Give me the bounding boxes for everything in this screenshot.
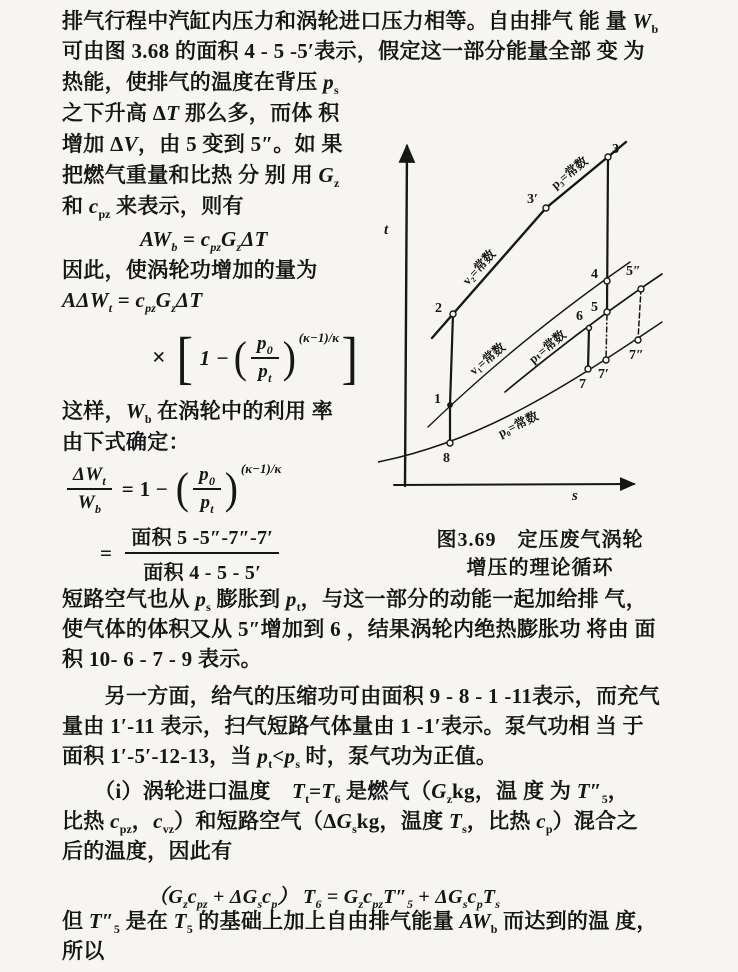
label-point-2: 2: [435, 301, 442, 316]
formula-bracket-ratio: × [ 1 − ( $\frac{p_0}{p_t}$ ) (κ−1)/κ ]: [152, 325, 359, 390]
exponent: (κ−1)/κ: [298, 330, 340, 345]
times-sign: ×: [152, 344, 166, 371]
point-1: [448, 403, 452, 407]
text-line-11: 短路空气也从 $p_s$ 膨胀到 $p_t$，与这一部分的动能一起加给排 气，: [62, 587, 648, 614]
point-8: [447, 440, 453, 446]
label-point-5pp: 5″: [626, 264, 641, 279]
curve-label-v1: v₁=常数: [466, 340, 509, 378]
text-line-21: 所以: [62, 939, 105, 963]
isentrope-8-1-2: [450, 314, 453, 443]
point-6: [587, 326, 592, 331]
formula-awb: $AW_b = c_{pz}G_z\Delta T$: [140, 227, 268, 254]
text-line-2: 可由图 3.68 的面积 4 - 5 -5′表示，假定这一部分能量全部 变 为: [62, 39, 645, 63]
point-2: [450, 311, 456, 317]
text-line-9: 这样，$W_b$ 在涡轮中的利用 率: [62, 399, 334, 426]
label-point-8: 8: [443, 451, 450, 466]
dashed-5pp-7pp: [638, 289, 641, 340]
point-5pp: [638, 286, 644, 292]
text-line-12: 使气体的体积又从 5″增加到 6 ，结果涡轮内绝热膨胀功 将由 面: [62, 617, 656, 641]
dashdot-5-7prime: [606, 315, 607, 360]
label-point-3: 3: [612, 142, 619, 157]
figure-caption-line2: 增压的理论循环: [466, 557, 614, 579]
pressure-ratio: $\frac{p_0}{p_t}$: [251, 333, 279, 383]
exponent: (κ−1)/κ: [240, 461, 282, 476]
label-point-3p: 3′: [527, 192, 538, 207]
work-ratio: $\frac{\Delta W_t}{W_b}$: [67, 464, 112, 514]
t-axis: [405, 146, 407, 486]
curve-p0-const: [378, 322, 662, 462]
label-point-7p: 7′: [598, 367, 609, 382]
equals-sign: =: [100, 540, 113, 565]
point-3: [605, 154, 611, 160]
pressure-ratio: $\frac{p_0}{p_t}$: [193, 464, 221, 514]
label-point-7pp: 7″: [629, 348, 644, 363]
text-line-18: 比热 $c_{pz}$，$c_{vz}$）和短路空气（$\Delta G_skg$，温度 $T_s$，比热 $c_p$）混合之: [62, 809, 638, 836]
text-line-19: 后的温度，因此有: [62, 839, 233, 863]
s-axis: [394, 484, 634, 485]
text-line-1: 排气行程中汽缸内压力和涡轮进口压力相等。自由排气 能 量 $W_b$: [62, 9, 659, 36]
text-line-5: 增加 ΔV，由 5 变到 5″。如 果: [62, 132, 343, 156]
text-line-3: 热能，使排气的温度在背压 $p_s$: [62, 70, 339, 97]
label-point-7: 7: [579, 377, 586, 392]
t-axis-label: t: [384, 222, 389, 238]
label-point-4: 4: [591, 267, 598, 282]
text-line-17: （i）涡轮进口温度 $T_t=T_6$ 是燃气（$G_zkg$，温 度 为 $T''_5$，: [62, 779, 630, 806]
one-minus: 1 −: [199, 345, 229, 370]
text-line-15: 量由 1′-11 表示，扫气短路气体量由 1 -1′表示。泵气功相 当 于: [62, 714, 644, 738]
curve-v1-const: [428, 262, 630, 427]
formula-area-ratio: [100, 524, 282, 582]
label-point-6: 6: [576, 309, 583, 324]
figure-ts-diagram: [378, 112, 734, 514]
point-7: [585, 366, 591, 372]
formula-adwt: $A\Delta W_t = c_{pz}G_z\Delta T$: [62, 288, 203, 315]
formula-mixing: $(G_zc_{pz} + \Delta G_sc_p) T_6 = G_zc_{pz}T''_5 + \Delta G_sc_pT_s$: [148, 886, 500, 911]
text-line-6: 把燃气重量和比热 分 别 用 $G_z$: [62, 163, 340, 190]
isentrope-3-4-5: [607, 157, 608, 312]
formula-utilization: $\frac{\Delta W_t}{W_b}$ = 1 − ( $\frac{p_0}{p_t}$ ) (κ−1)/κ: [64, 458, 281, 520]
isentrope-6-7: [588, 328, 589, 369]
text-line-7: 和 $c_{pz}$ 来表示，则有: [62, 194, 244, 221]
curve-label-p0: p₀=常数: [495, 408, 541, 441]
point-7pp: [635, 337, 641, 343]
point-3prime: [543, 205, 549, 211]
text-line-8: 因此，使涡轮功增加的量为: [62, 258, 318, 282]
text-line-10: 由下式确定：: [62, 430, 190, 454]
text-line-20: 但 $T''_5$ 是在 $T_5$ 的基础上加上自由排气能量 $AW_b$ 而达到的温 度，: [62, 909, 658, 936]
figure-caption-line1: 图3.69 定压废气涡轮: [436, 529, 644, 551]
curve-label-p3: p₃=常数: [548, 153, 591, 192]
text-line-14: 另一方面，给气的压缩功可由面积 9 - 8 - 1 -11表示，而充气: [62, 684, 660, 708]
label-point-1: 1: [434, 392, 441, 407]
curve-label-v2: v₂=常数: [459, 246, 499, 288]
equals-one-minus: = 1 −: [121, 476, 169, 501]
point-7prime: [603, 357, 609, 363]
s-axis-label: s: [572, 488, 578, 504]
text-line-4: 之下升高 ΔT 那么多，而体 积: [62, 101, 340, 125]
text-line-16: 面积 1′-5′-12-13，当 $p_t<p_s$ 时，泵气功为正值。: [62, 744, 498, 771]
text-line-13: 积 10- 6 - 7 - 9 表示。: [62, 647, 262, 671]
point-5: [604, 309, 610, 315]
curve-label-pt: pₜ=常数: [526, 327, 569, 367]
area-fraction: $\frac{\text{面积 5 -5″-7″-7′}}{\text{面积 4 - 5 - 5′}}$: [125, 521, 279, 585]
label-point-5: 5: [591, 300, 598, 315]
point-4: [604, 278, 610, 284]
